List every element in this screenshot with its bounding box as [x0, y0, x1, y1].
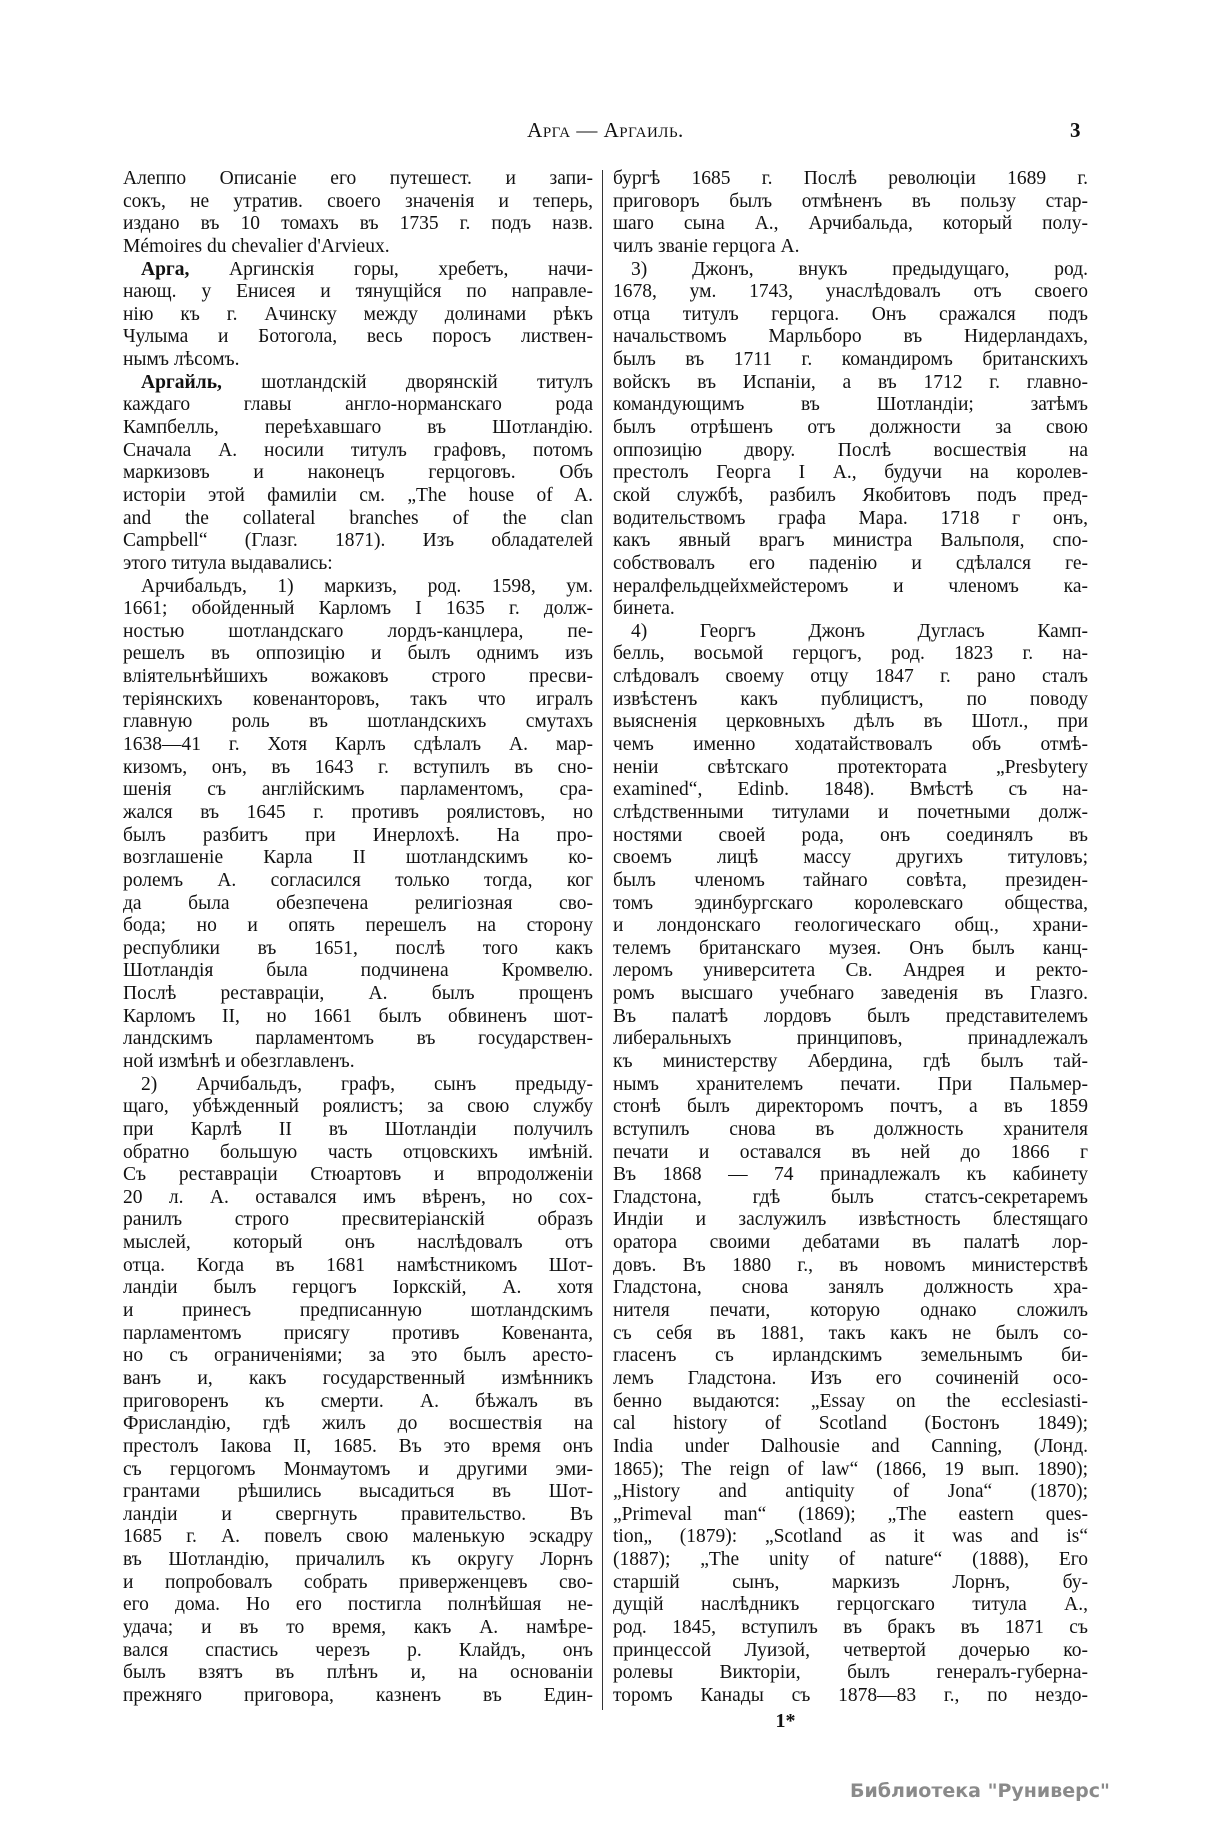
- text-line: [613, 711, 1088, 734]
- line-text: ролевы Викторіи, былъ генералъ-губерна-: [613, 1662, 1088, 1684]
- line-text: либеральныхъ принциповъ, принадлежалъ: [613, 1028, 1088, 1050]
- line-text: бургѣ 1685 г. Послѣ революціи 1689 г.: [613, 168, 1088, 189]
- text-line: [123, 1051, 593, 1074]
- line-text: начальствомъ Марльборо въ Нидерландахъ,: [613, 326, 1088, 348]
- line-text: вался спастись черезъ р. Клайдъ, онъ: [123, 1639, 593, 1661]
- line-text: 2) Арчибальдъ, графъ, сынъ предыду-: [141, 1073, 593, 1095]
- text-line: [613, 870, 1088, 893]
- text-line: [123, 213, 593, 236]
- line-text: томъ эдинбургскаго королевскаго общества,: [613, 892, 1088, 914]
- text-line: [123, 938, 593, 961]
- text-line: [123, 643, 593, 666]
- text-line: [613, 1413, 1088, 1436]
- line-text: tion„ (1879): „Scotland as it was and is“: [613, 1526, 1088, 1548]
- line-text: Гладстона, гдѣ былъ статсъ-секретаремъ: [613, 1186, 1088, 1208]
- line-text: каждаго главы англо-норманскаго рода: [123, 394, 593, 416]
- line-text: при Карлѣ II въ Шотландіи получилъ: [123, 1118, 593, 1140]
- line-text: слѣдственными титулами и почетными долж-: [613, 801, 1088, 823]
- text-line: [613, 1028, 1088, 1051]
- text-line: [613, 576, 1088, 599]
- header-right-word: Аргаиль.: [603, 118, 684, 142]
- line-text: кизомъ, онъ, въ 1643 г. вступилъ въ сно-: [123, 756, 593, 778]
- line-text: республики въ 1651, послѣ того какъ: [123, 937, 593, 959]
- line-text: шаго сына А., Арчибальда, который полу-: [613, 213, 1088, 235]
- text-line: [123, 1164, 593, 1187]
- line-text: ролемъ А. согласился только тогда, ког: [123, 869, 593, 891]
- text-line: [613, 1051, 1088, 1074]
- text-line: [123, 847, 593, 870]
- entry-headword: Арга,: [141, 258, 190, 280]
- text-line: [613, 983, 1088, 1006]
- header-left-word: Арга: [527, 118, 571, 142]
- text-line: [613, 960, 1088, 983]
- line-text: и лондонскаго геологическаго общ., храни-: [613, 915, 1088, 937]
- line-text: извѣстенъ какъ публицистъ, по поводу: [613, 688, 1088, 710]
- text-line: [123, 802, 593, 825]
- line-text: вліятельнѣйшихъ вожаковъ строго пресви-: [123, 666, 593, 688]
- line-text: Карломъ II, но 1661 былъ обвиненъ шот-: [123, 1005, 593, 1027]
- left-column: [123, 168, 593, 1708]
- line-text: неніи свѣтскаго протектората „Presbytery: [613, 756, 1088, 778]
- text-line: [123, 893, 593, 916]
- text-line: [613, 1345, 1088, 1368]
- line-text: приговоръ былъ отмѣненъ въ пользу стар-: [613, 190, 1088, 212]
- text-line: [613, 893, 1088, 916]
- text-line: [613, 485, 1088, 508]
- text-line: [613, 779, 1088, 802]
- text-line: [613, 757, 1088, 780]
- text-line: [613, 643, 1088, 666]
- text-line: [123, 689, 593, 712]
- text-line: [613, 530, 1088, 553]
- line-text: отца. Когда въ 1681 намѣстникомъ Шот-: [123, 1254, 593, 1276]
- line-text: но съ ограниченіями; за это былъ аресто-: [123, 1345, 593, 1367]
- line-text: бода; но и опять перешелъ на сторону: [123, 915, 593, 937]
- text-line: [613, 1187, 1088, 1210]
- text-line: [613, 1685, 1088, 1708]
- text-line: [123, 983, 593, 1006]
- text-line: [613, 372, 1088, 395]
- header-dash: —: [570, 118, 604, 142]
- line-text: лемъ Гладстона. Изъ его сочиненій осо-: [613, 1367, 1088, 1389]
- text-line: [123, 1413, 593, 1436]
- text-line: [123, 1368, 593, 1391]
- line-text: телемъ британскаго музея. Онъ былъ канц-: [613, 937, 1088, 959]
- line-text: вступилъ снова въ должность хранителя: [613, 1118, 1088, 1140]
- line-text: Въ палатѣ лордовъ былъ представителемъ: [613, 1005, 1088, 1027]
- text-line: [123, 1594, 593, 1617]
- line-text: какъ явный врагъ министра Вальполя, спо-: [613, 530, 1088, 552]
- line-text: Campbell“ (Глазг. 1871). Изъ обладателей: [123, 530, 593, 552]
- text-line: [123, 621, 593, 644]
- line-text: чемъ именно ходатайствовалъ объ отмѣ-: [613, 734, 1088, 756]
- line-text: да была обезпечена религіозная сво-: [123, 892, 593, 914]
- line-text: шотландскій дворянскій титулъ: [221, 371, 593, 393]
- line-text: обратно большую часть отцовскихъ имѣній.: [123, 1141, 593, 1163]
- text-line: [123, 530, 593, 553]
- line-text: 4) Георгъ Джонъ Дугласъ Камп-: [631, 620, 1088, 642]
- line-text: 3) Джонъ, внукъ предыдущаго, род.: [631, 258, 1088, 280]
- line-text: своемъ лицѣ массу другихъ титуловъ;: [613, 847, 1088, 869]
- line-text: (1887); „The unity of nature“ (1888), Его: [613, 1549, 1088, 1571]
- line-text: Сначала А. носили титулъ графовъ, потомъ: [123, 439, 593, 461]
- text-line: [123, 394, 593, 417]
- text-line: [613, 281, 1088, 304]
- line-text: ландскимъ парламентомъ въ государствен-: [123, 1028, 593, 1050]
- line-text: ской службѣ, разбилъ Якобитовъ подъ пред-: [613, 484, 1088, 506]
- line-text: 1865); The reign of law“ (1866, 19 вып. 1890);: [613, 1458, 1088, 1480]
- line-text: ванъ и, какъ государственный измѣнникъ: [123, 1367, 593, 1389]
- text-line: [123, 1481, 593, 1504]
- line-text: шенія съ англійскимъ парламентомъ, сра-: [123, 779, 593, 801]
- line-text: cal history of Scotland (Бостонъ 1849);: [613, 1413, 1088, 1435]
- line-text: 1678, ум. 1743, унаслѣдовалъ отъ своего: [613, 281, 1088, 303]
- line-text: Послѣ реставраціи, А. былъ прощенъ: [123, 983, 593, 1005]
- line-text: командующимъ въ Шотландіи; затѣмъ: [613, 394, 1088, 416]
- column-divider: [602, 170, 603, 1710]
- line-text: дущій наслѣдникъ герцогскаго титула А.,: [613, 1594, 1088, 1616]
- text-line: [123, 1096, 593, 1119]
- right-column: [613, 168, 1088, 1708]
- text-line: [613, 1232, 1088, 1255]
- text-line: [613, 1096, 1088, 1119]
- line-text: „History and antiquity of Jona“ (1870);: [613, 1481, 1088, 1503]
- text-line: [613, 1617, 1088, 1640]
- text-line: [123, 1119, 593, 1142]
- text-line: [123, 508, 593, 531]
- text-line: [123, 1345, 593, 1368]
- text-line: [613, 462, 1088, 485]
- line-text: „Primeval man“ (1869); „The eastern ques-: [613, 1503, 1088, 1525]
- text-line: [123, 711, 593, 734]
- line-text: 20 л. А. оставался имъ вѣренъ, но сох-: [123, 1186, 593, 1208]
- text-line: [123, 1232, 593, 1255]
- text-line: [123, 417, 593, 440]
- line-text: довъ. Въ 1880 г., въ новомъ министерствѣ: [613, 1254, 1088, 1276]
- signature-mark: 1*: [775, 1710, 796, 1732]
- line-text: 1685 г. А. повелъ свою маленькую эскадру: [123, 1526, 593, 1548]
- text-line: [613, 1662, 1088, 1685]
- text-line: [613, 508, 1088, 531]
- line-text: маркизовъ и наконецъ герцоговъ. Объ: [123, 462, 593, 484]
- text-line: [613, 847, 1088, 870]
- text-line: [123, 1436, 593, 1459]
- text-line: [613, 168, 1088, 191]
- text-line: [123, 259, 593, 282]
- text-line: [123, 825, 593, 848]
- text-line: [123, 576, 593, 599]
- text-line: [123, 236, 593, 259]
- line-text: стонѣ былъ директоромъ почтъ, а въ 1859: [613, 1096, 1088, 1118]
- line-text: былъ въ 1711 г. командиромъ британскихъ: [613, 349, 1088, 371]
- line-text: къ министерству Абердина, гдѣ былъ тай-: [613, 1050, 1088, 1072]
- text-line: [613, 259, 1088, 282]
- line-text: белль, восьмой герцогъ, род. 1823 г. на-: [613, 643, 1088, 665]
- line-text: выясненія церковныхъ дѣлъ въ Шотл., при: [613, 711, 1088, 733]
- text-line: [123, 326, 593, 349]
- line-text: былъ отрѣшенъ отъ должности за свою: [613, 417, 1088, 439]
- text-line: [613, 1300, 1088, 1323]
- text-line: [613, 1459, 1088, 1482]
- line-text: мыслей, который онъ наслѣдовалъ отъ: [123, 1232, 593, 1254]
- line-text: чилъ званіе герцога А.: [613, 235, 800, 257]
- text-line: [613, 236, 1088, 259]
- text-line: [613, 802, 1088, 825]
- line-text: водительствомъ графа Мара. 1718 г онъ,: [613, 507, 1088, 529]
- text-line: [123, 1504, 593, 1527]
- text-line: [613, 213, 1088, 236]
- line-text: гласенъ съ ирландскимъ земельнымъ би-: [613, 1345, 1088, 1367]
- line-text: старшій сынъ, маркизъ Лорнъ, бу-: [613, 1571, 1088, 1593]
- text-line: [123, 1142, 593, 1165]
- text-line: [613, 689, 1088, 712]
- line-text: собствовалъ его паденію и сдѣлался ге-: [613, 552, 1088, 574]
- line-text: нералфельдцейхмейстеромъ и членомъ ка-: [613, 575, 1088, 597]
- line-text: оратора своими дебатами въ палатѣ лор-: [613, 1232, 1088, 1254]
- text-line: [123, 1662, 593, 1685]
- text-line: [123, 281, 593, 304]
- text-line: [613, 915, 1088, 938]
- line-text: былъ членомъ тайнаго совѣта, президен-: [613, 869, 1088, 891]
- text-line: [123, 666, 593, 689]
- text-line: [613, 326, 1088, 349]
- text-line: [613, 1526, 1088, 1549]
- text-line: [123, 1459, 593, 1482]
- line-text: 1638—41 г. Хотя Карлъ сдѣлалъ А. мар-: [123, 734, 593, 756]
- line-text: ромъ высшаго учебнаго заведенія въ Глазго.: [613, 983, 1088, 1005]
- text-line: [613, 666, 1088, 689]
- line-text: принцессой Луизой, четвертой дочерью ко-: [613, 1639, 1088, 1661]
- line-text: леромъ университета Св. Андрея и ректо-: [613, 960, 1088, 982]
- line-text: слѣдовалъ своему отцу 1847 г. рано сталъ: [613, 666, 1088, 688]
- line-text: печати и оставался въ ней до 1866 г: [613, 1141, 1088, 1163]
- text-line: [613, 1391, 1088, 1414]
- text-line: [613, 1549, 1088, 1572]
- line-text: Съ реставраціи Стюартовъ и впродолженіи: [123, 1164, 593, 1186]
- text-line: [123, 553, 593, 576]
- text-line: [123, 1323, 593, 1346]
- text-line: [123, 1006, 593, 1029]
- line-text: щаго, убѣжденный роялистъ; за свою службу: [123, 1096, 593, 1118]
- text-line: [613, 1006, 1088, 1029]
- line-text: Чулыма и Ботогола, весь поросъ листвен-: [123, 326, 593, 348]
- line-text: жался въ 1645 г. противъ роялистовъ, но: [123, 801, 593, 823]
- text-line: [613, 734, 1088, 757]
- line-text: прежняго приговора, казненъ въ Един-: [123, 1684, 593, 1706]
- line-text: род. 1845, вступилъ въ бракъ въ 1871 съ: [613, 1617, 1088, 1638]
- text-line: [613, 1572, 1088, 1595]
- line-text: нію къ г. Ачинску между долинами рѣкъ: [123, 303, 593, 325]
- line-text: былъ разбитъ при Инерлохѣ. На про-: [123, 824, 593, 846]
- line-text: и принесъ предписанную шотландскимъ: [123, 1300, 593, 1322]
- text-line: [613, 394, 1088, 417]
- line-text: былъ взятъ въ плѣнъ и, на основаніи: [123, 1662, 593, 1684]
- text-line: [123, 440, 593, 463]
- text-line: [123, 1255, 593, 1278]
- text-line: [123, 960, 593, 983]
- line-text: ландіи и свергнуть правительство. Въ: [123, 1503, 593, 1525]
- text-line: [123, 870, 593, 893]
- line-text: Шотландія была подчинена Кромвелю.: [123, 960, 593, 982]
- text-line: [613, 621, 1088, 644]
- text-line: [123, 915, 593, 938]
- line-text: Индіи и заслужилъ извѣстность блестящаго: [613, 1209, 1088, 1231]
- line-text: престолъ Іакова II, 1685. Въ это время онъ: [123, 1435, 593, 1457]
- line-text: нымъ лѣсомъ.: [123, 349, 240, 371]
- line-text: Арчибальдъ, 1) маркизъ, род. 1598, ум.: [141, 575, 593, 597]
- line-text: сокъ, не утратив. своего значенія и теперь,: [123, 190, 593, 212]
- line-text: и попробовалъ собрать приверженцевъ сво-: [123, 1571, 593, 1593]
- text-line: [123, 1209, 593, 1232]
- text-line: [123, 304, 593, 327]
- text-line: [613, 304, 1088, 327]
- line-text: Гладстона, снова занялъ должность хра-: [613, 1277, 1088, 1299]
- line-text: решелъ въ оппозицію и былъ однимъ изъ: [123, 643, 593, 665]
- text-line: [613, 1504, 1088, 1527]
- text-line: [613, 191, 1088, 214]
- line-text: оппозицію двору. Послѣ восшествія на: [613, 439, 1088, 461]
- text-line: [613, 825, 1088, 848]
- line-text: престолъ Георга I А., будучи на королев-: [613, 462, 1088, 484]
- line-text: ностями своей рода, онъ соединялъ въ: [613, 824, 1088, 846]
- text-line: [123, 349, 593, 372]
- line-text: возглашеніе Карла II шотландскимъ ко-: [123, 847, 593, 869]
- text-line: [613, 440, 1088, 463]
- text-line: [613, 1323, 1088, 1346]
- running-header: [0, 118, 1211, 143]
- text-line: [123, 779, 593, 802]
- line-text: теріянскихъ ковенанторовъ, такъ что игралъ: [123, 688, 593, 710]
- line-text: Аргинскія горы, хребетъ, начи-: [189, 258, 593, 280]
- text-line: [613, 349, 1088, 372]
- line-text: главную роль въ шотландскихъ смутахъ: [123, 711, 593, 733]
- line-text: исторіи этой фамиліи см. „The house of A.: [123, 484, 593, 506]
- text-line: [613, 1255, 1088, 1278]
- line-text: съ герцогомъ Монмаутомъ и другими эми-: [123, 1458, 593, 1480]
- line-text: парламентомъ присягу противъ Ковенанта,: [123, 1322, 593, 1344]
- line-text: этого титула выдавались:: [123, 552, 333, 574]
- line-text: and the collateral branches of the clan: [123, 507, 593, 529]
- text-line: [123, 1074, 593, 1097]
- text-line: [123, 1526, 593, 1549]
- line-text: войскъ въ Испаніи, а въ 1712 г. главно-: [613, 371, 1088, 393]
- line-text: Mémoires du chevalier d'Arvieux.: [123, 235, 390, 257]
- line-text: нителя печати, которую однако сложилъ: [613, 1300, 1088, 1322]
- text-line: [613, 938, 1088, 961]
- text-line: [123, 485, 593, 508]
- line-text: нымъ хранителемъ печати. При Пальмер-: [613, 1073, 1088, 1095]
- text-line: [123, 168, 593, 191]
- line-text: издано въ 10 томахъ въ 1735 г. подъ назв.: [123, 213, 593, 235]
- line-text: бинета.: [613, 598, 675, 620]
- text-line: [123, 757, 593, 780]
- text-line: [613, 1640, 1088, 1663]
- text-line: [613, 1277, 1088, 1300]
- line-text: ной измѣнѣ и обезглавленъ.: [123, 1050, 355, 1072]
- text-line: [123, 462, 593, 485]
- text-line: [123, 734, 593, 757]
- line-text: отца титулъ герцога. Онъ сражался подъ: [613, 303, 1088, 325]
- line-text: Алеппо Описаніе его путешест. и запи-: [123, 168, 593, 189]
- text-line: [123, 372, 593, 395]
- text-line: [613, 1074, 1088, 1097]
- text-line: [613, 1142, 1088, 1165]
- line-text: India under Dalhousie and Canning, (Лонд.: [613, 1435, 1088, 1457]
- line-text: торомъ Канады съ 1878—83 г., по нездо-: [613, 1684, 1088, 1706]
- text-line: [613, 417, 1088, 440]
- line-text: Въ 1868 — 74 принадлежалъ къ кабинету: [613, 1164, 1088, 1186]
- line-text: ландіи былъ герцогъ Іоркскій, А. хотя: [123, 1277, 593, 1299]
- line-text: приговоренъ къ смерти. А. бѣжалъ въ: [123, 1390, 593, 1412]
- text-line: [613, 1209, 1088, 1232]
- line-text: бенно выдаются: „Essay on the ecclesiasti-: [613, 1390, 1088, 1412]
- text-line: [123, 1685, 593, 1708]
- text-line: [123, 598, 593, 621]
- text-line: [613, 598, 1088, 621]
- page-number: 3: [1070, 118, 1081, 142]
- line-text: Фрисландію, гдѣ жилъ до восшествія на: [123, 1413, 593, 1435]
- entry-headword: Аргайль,: [141, 371, 222, 393]
- text-line: [123, 1300, 593, 1323]
- text-line: [613, 1594, 1088, 1617]
- text-line: [613, 1119, 1088, 1142]
- text-line: [123, 1640, 593, 1663]
- line-text: въ Шотландію, причалилъ къ округу Лорнъ: [123, 1549, 593, 1571]
- line-text: 1661; обойденный Карломъ I 1635 г. долж-: [123, 598, 593, 620]
- text-line: [613, 1368, 1088, 1391]
- text-line: [613, 1436, 1088, 1459]
- text-line: [123, 1277, 593, 1300]
- library-watermark: Библиотека "Руниверс": [850, 1780, 1110, 1802]
- text-line: [123, 1549, 593, 1572]
- text-line: [613, 1481, 1088, 1504]
- line-text: грантами рѣшились высадиться въ Шот-: [123, 1481, 593, 1503]
- line-text: нающ. у Енисея и тянущійся по направле-: [123, 281, 593, 303]
- text-line: [613, 1164, 1088, 1187]
- text-line: [123, 1391, 593, 1414]
- line-text: съ себя въ 1881, такъ какъ не былъ со-: [613, 1322, 1088, 1344]
- line-text: Кампбелль, переѣхавшаго въ Шотландію.: [123, 417, 593, 439]
- line-text: удача; и въ то время, какъ А. намѣре-: [123, 1617, 593, 1638]
- text-line: [123, 191, 593, 214]
- line-text: examined“, Edinb. 1848). Вмѣстѣ съ на-: [613, 779, 1088, 801]
- text-line: [123, 1617, 593, 1640]
- text-line: [613, 553, 1088, 576]
- text-line: [123, 1572, 593, 1595]
- line-text: ностью шотландскаго лордъ-канцлера, пе-: [123, 620, 593, 642]
- text-line: [123, 1187, 593, 1210]
- text-line: [123, 1028, 593, 1051]
- line-text: ранилъ строго пресвитеріанскій образъ: [123, 1209, 593, 1231]
- line-text: его дома. Но его постигла полнѣйшая не-: [123, 1594, 593, 1616]
